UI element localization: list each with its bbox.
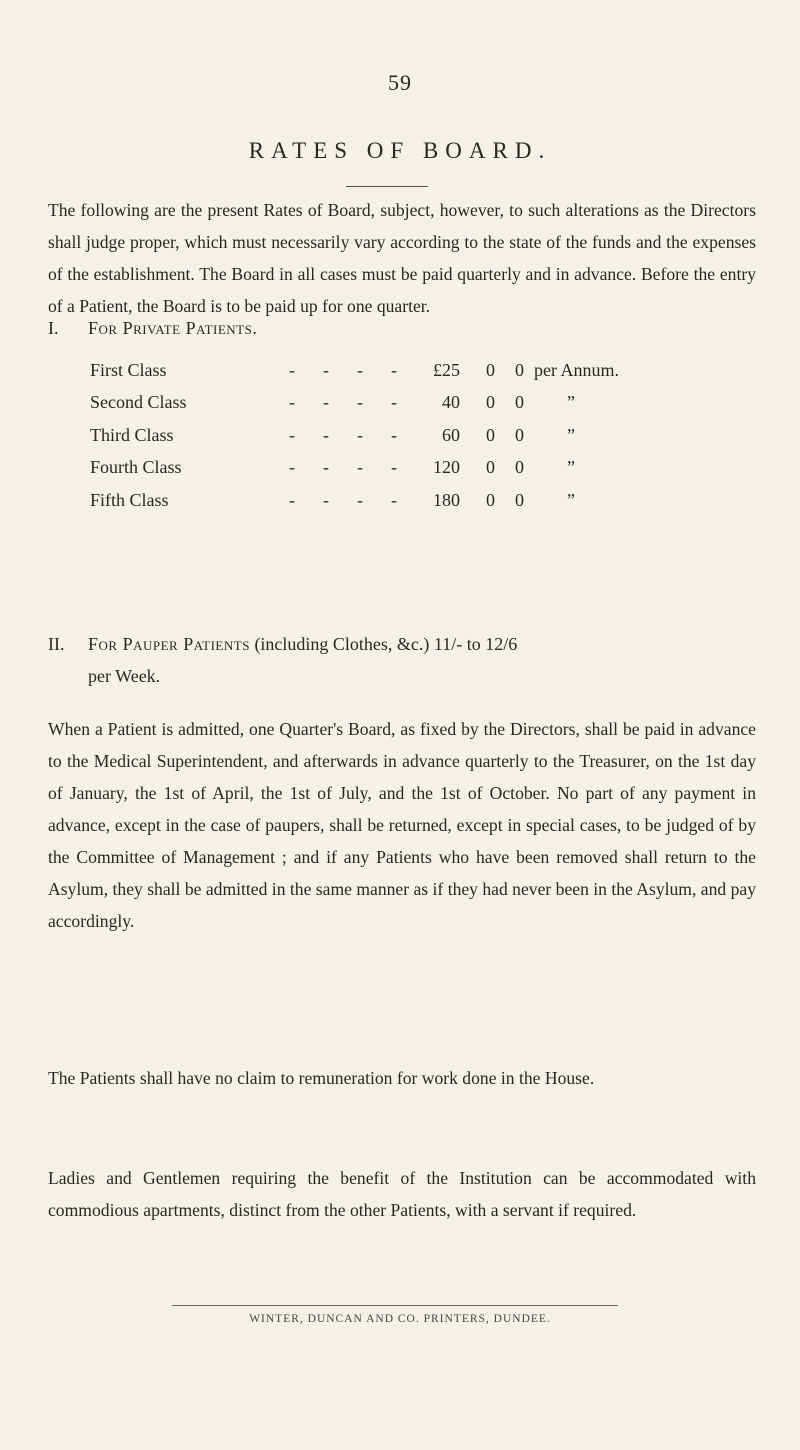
page-title: RATES OF BOARD.	[248, 138, 552, 163]
pauper-rate-continuation: per Week.	[88, 666, 161, 686]
rate-row	[90, 354, 619, 387]
intro-paragraph: The following are the present Rates of Board, subject, however, to such alterations as the Directors shall judge proper, which must necessarily vary according to the state of the funds and the expenses of the establishment. The Board in all cases must be paid quarterly and in advance. Before the entry of a Patient, the Board is to be paid up for one quarter.	[48, 200, 756, 316]
class-name: Fifth Class	[90, 489, 169, 510]
rate-shillings: 0	[486, 359, 495, 380]
rate-shillings: 0	[486, 392, 495, 413]
leader-dashes: - - - -	[289, 489, 397, 510]
rate-period	[524, 452, 619, 485]
rate-pence: 0	[515, 359, 524, 380]
accommodation-paragraph: Ladies and Gentlemen requiring the benefit of the Institution can be accommodated with commodious apartments, distinct from the other Patients, with a servant if required.	[48, 1168, 756, 1220]
rate-shillings: 0	[486, 489, 495, 510]
rate-pence: 0	[515, 457, 524, 478]
class-name: Fourth Class	[90, 457, 182, 478]
rate-period	[524, 419, 619, 452]
leader-dashes: - - - -	[289, 392, 397, 413]
section-title: For Pauper Patients	[88, 634, 250, 654]
period-label: per Annum.	[534, 359, 619, 380]
private-patients-heading	[48, 318, 257, 339]
admission-paragraph: When a Patient is admitted, one Quarter's Board, as fixed by the Directors, shall be paid in advance to the Medical Superintendent, and afterwards in advance quarterly to the Treasurer, on the 1st day of January, the 1st of April, the 1st of July, and the 1st of October. No part of any payment in advance, except in the case of paupers, shall be returned, except in special cases, to be judged of by the Committee of Management ; and if any Patients who have been removed shall return to the Asylum, they shall be admitted in the same manner as if they had never been in the Asylum, and pay accordingly.	[48, 719, 756, 931]
title-divider	[346, 186, 428, 187]
section-numeral: II.	[48, 634, 65, 654]
page-number: 59	[388, 70, 412, 95]
rate-pounds: 40	[442, 392, 460, 413]
footer-divider	[172, 1305, 618, 1306]
rate-shillings: 0	[486, 457, 495, 478]
section-title: For Private Patients.	[88, 318, 258, 338]
rate-pence: 0	[515, 489, 524, 510]
rates-table	[90, 354, 619, 517]
leader-dashes: - - - -	[289, 359, 397, 380]
rate-period	[524, 354, 619, 387]
class-name: Second Class	[90, 392, 187, 413]
ditto-mark: ”	[567, 392, 575, 413]
rate-row	[90, 387, 619, 420]
rate-pounds: 120	[433, 457, 460, 478]
rate-period	[524, 387, 619, 420]
ditto-mark: ”	[567, 457, 575, 478]
leader-dashes: - - - -	[289, 424, 397, 445]
rate-row	[90, 419, 619, 452]
leader-dashes: - - - -	[289, 457, 397, 478]
rate-pounds: 180	[433, 489, 460, 510]
pauper-rate-text: (including Clothes, &c.) 11/- to 12/6	[254, 634, 518, 654]
class-name: Third Class	[90, 424, 174, 445]
rate-shillings: 0	[486, 424, 495, 445]
rate-row	[90, 452, 619, 485]
class-name: First Class	[90, 359, 167, 380]
pauper-patients-section	[48, 628, 748, 692]
ditto-mark: ”	[567, 489, 575, 510]
ditto-mark: ”	[567, 424, 575, 445]
rate-pence: 0	[515, 392, 524, 413]
section-numeral: I.	[48, 318, 59, 338]
remuneration-paragraph: The Patients shall have no claim to remuneration for work done in the House.	[48, 1068, 595, 1088]
rate-row	[90, 484, 619, 517]
rate-pounds: 60	[442, 424, 460, 445]
printer-imprint: WINTER, DUNCAN AND CO. PRINTERS, DUNDEE.	[249, 1313, 551, 1325]
rate-pence: 0	[515, 424, 524, 445]
rate-period	[524, 484, 619, 517]
rate-pounds: £25	[433, 359, 460, 380]
